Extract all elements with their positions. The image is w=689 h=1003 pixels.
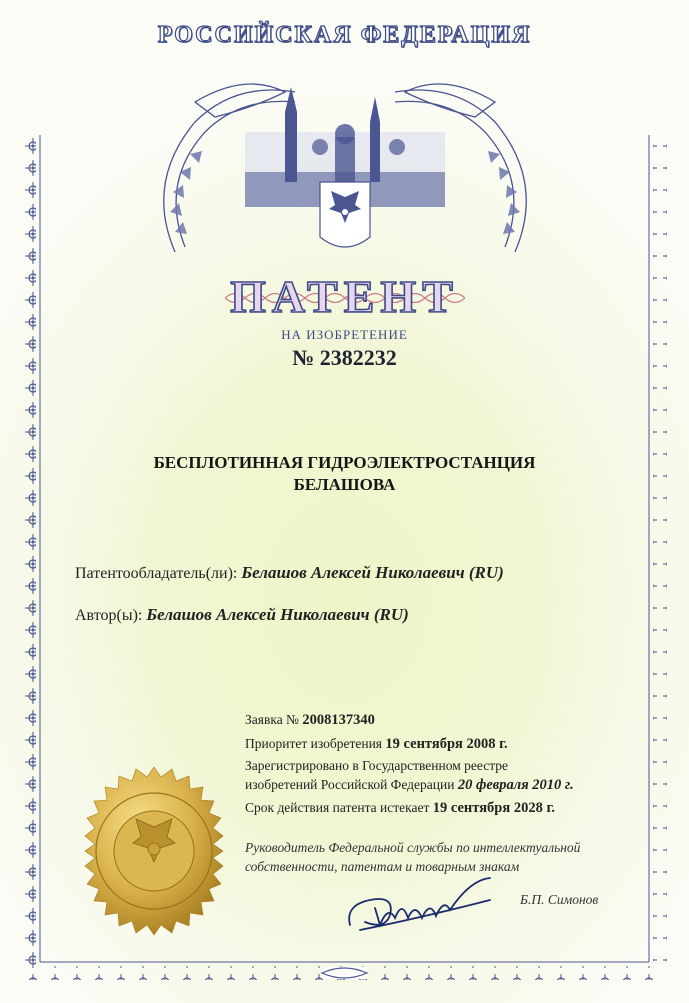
expiry-date: 19 сентября 2028 г.	[432, 800, 556, 816]
expiry-label: Срок действия патента истекает	[245, 800, 430, 815]
expiry-row	[245, 800, 555, 817]
priority-label: Приоритет изобретения	[245, 736, 383, 751]
holder-row	[75, 563, 504, 583]
registered-line1: Зарегистрировано в Государственном реестре	[245, 758, 509, 773]
patent-number: № 2382232	[292, 345, 397, 370]
gold-seal-icon	[68, 765, 240, 937]
registered-line2: изобретений Российской Федерации	[245, 777, 455, 792]
signatory-name: Б.П. Симонов	[520, 892, 599, 907]
author-label: Автор(ы):	[75, 607, 143, 624]
author-value: Белашов Алексей Николаевич (RU)	[146, 605, 409, 624]
application-row	[245, 712, 375, 729]
holder-value: Белашов Алексей Николаевич (RU)	[241, 563, 504, 582]
invention-title	[0, 452, 689, 496]
handwritten-signature-icon	[340, 870, 500, 940]
country-title: РОССИЙСКАЯ ФЕДЕРАЦИЯ	[157, 22, 532, 48]
registered-date: 20 февраля 2010 г.	[457, 777, 574, 793]
document-subtitle: НА ИЗОБРЕТЕНИЕ	[281, 327, 408, 342]
kremlin-emblem-icon	[135, 62, 555, 262]
invention-title-line2: БЕЛАШОВА	[293, 475, 396, 494]
position-line1: Руководитель Федеральной службы по интеллектуальной	[245, 840, 581, 855]
holder-label: Патентообладатель(ли):	[75, 565, 238, 582]
invention-title-line1: БЕСПЛОТИННАЯ ГИДРОЭЛЕКТРОСТАНЦИЯ	[153, 453, 536, 472]
author-row	[75, 605, 409, 625]
registered-row	[245, 777, 574, 794]
application-label: Заявка №	[245, 712, 299, 727]
document-type-title: ПАТЕНТ	[230, 271, 459, 322]
position-line2: собственности, патентам и товарным знакам	[245, 859, 520, 874]
priority-row	[245, 736, 508, 753]
priority-date: 19 сентября 2008 г.	[385, 736, 508, 752]
application-number: 2008137340	[302, 712, 375, 728]
